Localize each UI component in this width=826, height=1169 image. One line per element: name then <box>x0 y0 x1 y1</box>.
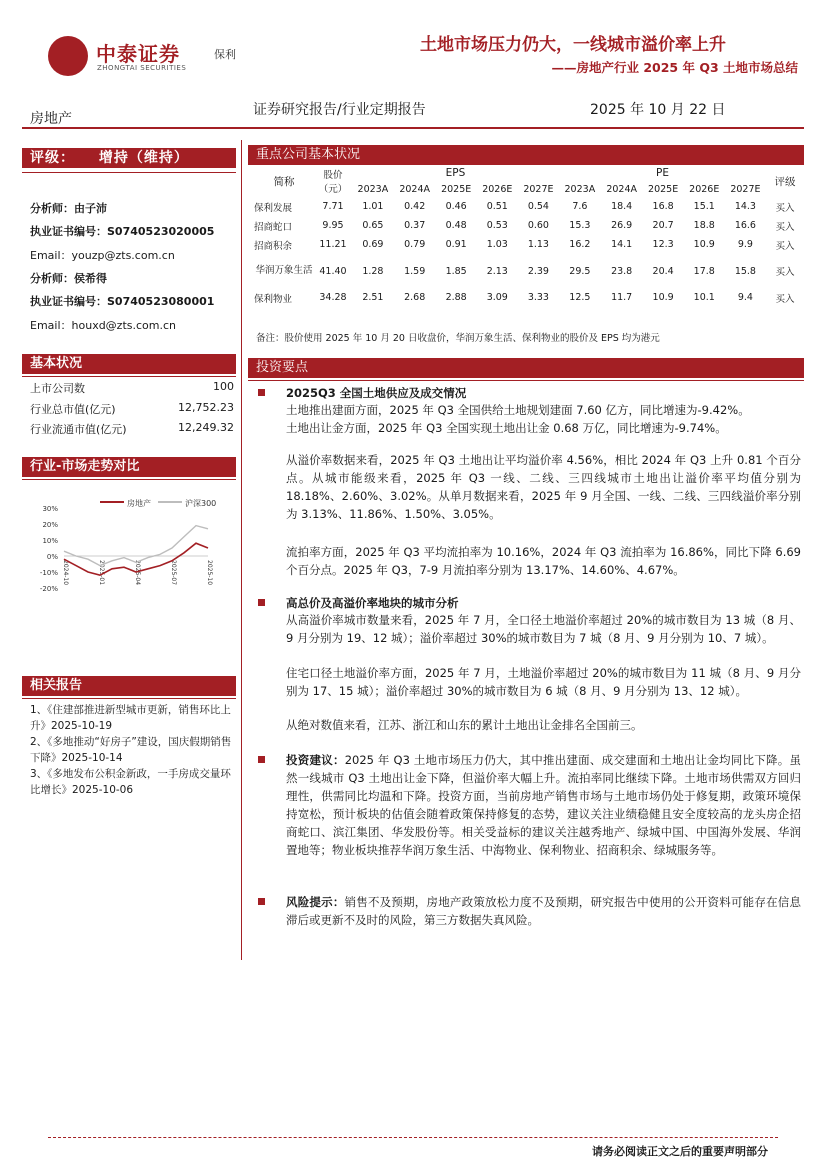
bullet-section-4 <box>258 898 265 905</box>
trend-bar: 行业-市场走势对比 <box>22 457 236 477</box>
basic-row-total-cap: 行业总市值(亿元) 12,752.23 <box>30 401 234 416</box>
cell-name: 招商蛇口 <box>254 221 293 233</box>
col-header-pe: PE <box>656 167 669 179</box>
cell-eps: 0.51 <box>486 201 508 212</box>
logo-text-cn: 中泰证券 <box>96 42 180 66</box>
cell-eps: 2.51 <box>362 292 384 303</box>
pe-year-header: 2027E <box>730 183 761 195</box>
analyst-1-cert: 执业证书编号：S0740523020005 <box>30 225 215 238</box>
cell-pe: 10.9 <box>652 292 674 303</box>
col-header-price: 股价（元） <box>318 170 348 195</box>
eps-year-header: 2025E <box>441 183 472 195</box>
cell-eps: 1.59 <box>404 265 426 277</box>
pe-year-header: 2025E <box>648 183 679 195</box>
analyst-2-name: 分析师：侯希得 <box>30 272 107 285</box>
cell-eps: 1.28 <box>362 265 384 277</box>
y-tick-label: 10% <box>42 537 58 545</box>
sector-label: 房地产 <box>30 111 72 127</box>
cell-pe: 15.3 <box>569 220 591 231</box>
y-tick-label: 20% <box>42 521 58 529</box>
related-report-3[interactable]: 3、《多地发布公积金新政，一手房成交量环比增长》2025-10-06 <box>30 768 231 796</box>
cell-price: 7.71 <box>322 201 344 212</box>
basic-row-companies: 上市公司数 100 <box>30 380 234 395</box>
cell-rating: 买入 <box>775 293 795 305</box>
related-bar: 相关报告 <box>22 676 236 696</box>
points-bar: 投资要点 <box>248 358 804 378</box>
basic-info-underline <box>22 376 236 377</box>
cell-eps: 2.88 <box>445 292 467 303</box>
cell-price: 9.95 <box>322 220 344 231</box>
cell-pe: 10.1 <box>693 292 715 303</box>
cell-pe: 11.7 <box>611 292 633 303</box>
section-1-para-2: 土地出让金方面，2025 年 Q3 全国实现土地出让金 0.68 万亿，同比增速为-9.74%。 <box>286 421 727 435</box>
analyst-1-name: 分析师：由子沛 <box>30 202 107 215</box>
report-date: 2025 年 10 月 22 日 <box>590 102 726 118</box>
cell-pe: 10.9 <box>693 239 715 250</box>
cell-pe: 12.5 <box>569 292 591 303</box>
trend-chart <box>28 488 234 608</box>
y-tick-label: 0% <box>46 553 58 561</box>
cell-pe: 15.8 <box>734 265 756 277</box>
y-tick-label: 30% <box>42 505 58 513</box>
cell-pe: 16.2 <box>569 239 591 250</box>
cell-pe: 18.8 <box>693 220 715 231</box>
x-tick-label: 2025-04 <box>134 560 141 586</box>
cell-eps: 0.48 <box>445 220 467 231</box>
legend-label-hs300: 沪深300 <box>185 499 217 508</box>
pe-year-header: 2026E <box>689 183 720 195</box>
cell-pe: 20.4 <box>652 265 674 277</box>
cell-eps: 3.09 <box>486 292 508 303</box>
legend-label-realestate: 房地产 <box>127 499 151 508</box>
cell-eps: 2.39 <box>527 265 549 277</box>
cell-eps: 0.54 <box>527 201 549 212</box>
related-underline <box>22 698 236 699</box>
cell-eps: 0.79 <box>404 239 426 250</box>
cell-pe: 12.3 <box>652 239 674 250</box>
cell-price: 34.28 <box>319 292 347 303</box>
analyst-2-email[interactable]: Email：houxd@zts.com.cn <box>30 319 177 332</box>
cell-rating: 买入 <box>775 240 795 252</box>
section-1-para-3: 从溢价率数据来看，2025 年 Q3 土地出让平均溢价率 4.56%，相比 2024 年 Q3 上升 0.81 个百分点。从城市能级来看，2025 年 Q3 一线、二线、三四线城市土地出让溢价率平均值分别为 18.18%、2.60%、3.02%。从单月数据来看，2025 年 9 月全国、一线、二线、三四线溢价率分别为 3.13%、11.86%、1.50%、3.05%。 <box>286 453 801 521</box>
cell-eps: 1.01 <box>362 201 384 212</box>
cell-eps: 1.13 <box>527 239 549 250</box>
cell-pe: 17.8 <box>693 265 715 277</box>
section-1-heading: 2025Q3 全国土地供应及成交情况 <box>286 386 467 400</box>
section-2-para-3: 从绝对数值来看，江苏、浙江和山东的累计土地出让金排名全国前三。 <box>286 718 643 732</box>
companies-bar: 重点公司基本状况 <box>248 145 804 165</box>
cell-eps: 0.53 <box>486 220 508 231</box>
cell-pe: 9.9 <box>737 239 753 250</box>
cell-pe: 29.5 <box>569 265 591 277</box>
basic-info-bar: 基本状况 <box>22 354 236 374</box>
cell-eps: 0.42 <box>404 201 426 212</box>
cell-pe: 26.9 <box>611 220 633 231</box>
bullet-section-1 <box>258 389 265 396</box>
cell-eps: 0.46 <box>445 201 467 212</box>
cell-rating: 买入 <box>775 202 795 214</box>
x-tick-label: 2025-10 <box>206 560 213 586</box>
cell-pe: 16.6 <box>734 220 756 231</box>
column-divider <box>241 140 242 960</box>
cell-eps: 1.85 <box>445 265 467 277</box>
cell-pe: 20.7 <box>652 220 674 231</box>
trend-underline <box>22 479 236 480</box>
rating-underline <box>22 172 236 173</box>
cell-eps: 0.65 <box>362 220 384 231</box>
cell-rating: 买入 <box>775 267 795 278</box>
cell-name: 华润万象生活 <box>255 265 313 276</box>
x-tick-label: 2025-01 <box>98 560 105 586</box>
report-subtitle: ——房地产行业 2025 年 Q3 土地市场总结 <box>551 60 798 75</box>
section-2-para-2: 住宅口径土地溢价率方面，2025 年 7 月，土地溢价率超过 20%的城市数目为 11 城（8 月、9 月分别为 17、15 城）；溢价率超过 30%的城市数目为 6 城（8 月、9 月分别为 13、12 城）。 <box>286 666 801 698</box>
cell-name: 保利发展 <box>254 202 293 214</box>
basic-row-float-cap: 行业流通市值(亿元) 12,249.32 <box>30 421 234 436</box>
cell-rating: 买入 <box>775 221 795 233</box>
section-1-para-4: 流拍率方面，2025 年 Q3 平均流拍率为 10.16%，2024 年 Q3 流拍率为 16.86%，同比下降 6.69 个百分点。2025 年 Q3，7-9 月流拍率分别为 13.17%、14.60%、4.67%。 <box>286 545 801 577</box>
table-note: 备注：股价使用 2025 年 10 月 20 日收盘价，华润万象生活、保利物业的股价及 EPS 均为港元 <box>256 333 660 344</box>
company-row <box>252 235 804 254</box>
y-tick-label: -20% <box>39 585 58 593</box>
cell-name: 保利物业 <box>254 293 293 305</box>
cell-pe: 16.8 <box>652 201 674 212</box>
footer-disclaimer: 请务必阅读正文之后的重要声明部分 <box>592 1145 768 1158</box>
cell-name: 招商积余 <box>254 240 293 252</box>
cell-price: 11.21 <box>319 239 347 250</box>
rating-value: 增持（维持） <box>98 150 189 166</box>
section-1-para-1: 土地推出建面方面，2025 年 Q3 全国供给土地规划建面 7.60 亿方，同比增速为-9.42%。 <box>286 403 750 417</box>
header-divider <box>22 127 804 129</box>
footer-divider <box>48 1137 778 1138</box>
analyst-1-email[interactable]: Email：youzp@zts.com.cn <box>30 249 175 262</box>
cell-eps: 0.69 <box>362 239 384 250</box>
cell-pe: 14.1 <box>611 239 633 250</box>
logo-tag: 保利 <box>214 48 236 61</box>
x-tick-label: 2024-10 <box>62 560 69 586</box>
cell-eps: 3.33 <box>527 292 549 303</box>
logo-text-en: ZHONGTAI SECURITIES <box>97 64 187 72</box>
company-row <box>252 216 804 235</box>
company-row <box>252 197 804 216</box>
cell-pe: 7.6 <box>572 201 588 212</box>
points-underline <box>248 380 804 381</box>
cell-eps: 0.60 <box>527 220 549 231</box>
company-logo <box>48 36 238 80</box>
pe-year-header: 2023A <box>564 183 596 195</box>
eps-year-header: 2027E <box>523 183 554 195</box>
rating-label: 评级： <box>30 150 75 166</box>
cell-eps: 0.91 <box>445 239 467 250</box>
cell-pe: 15.1 <box>693 201 715 212</box>
section-2-para-1: 从高溢价率城市数量来看，2025 年 7 月，全口径土地溢价率超过 20%的城市数目为 13 城（8 月、9 月分别为 19、12 城）；溢价率超过 30%的城市数目为 7 城（8 月、9 月分别为 10、7 城）。 <box>286 613 801 645</box>
cell-eps: 1.03 <box>486 239 508 250</box>
eps-year-header: 2023A <box>357 183 389 195</box>
bullet-section-3 <box>258 756 265 763</box>
y-tick-label: -10% <box>39 569 58 577</box>
related-report-1[interactable]: 1、《住建部推进新型城市更新，销售环比上升》2025-10-19 <box>30 704 231 732</box>
cell-pe: 14.3 <box>734 201 756 212</box>
col-header-rating: 评级 <box>774 175 796 188</box>
cell-eps: 2.68 <box>404 292 426 303</box>
report-type: 证券研究报告/行业定期报告 <box>253 102 426 118</box>
eps-year-header: 2024A <box>399 183 431 195</box>
company-row <box>252 254 804 288</box>
companies-table <box>252 165 804 307</box>
related-report-2[interactable]: 2、《多地推动“好房子”建设，国庆假期销售下降》2025-10-14 <box>30 736 232 764</box>
section-3-investment-advice: 投资建议：2025 年 Q3 土地市场压力仍大，其中推出建面、成交建面和土地出让金均同比下降。虽然一线城市 Q3 土地出让金下降，但溢价率大幅上升。流拍率同比继续下降。土地市场供需双方回归理性，供需同比均温和下降。投资方面，当前房地产销售市场与土地市场仍处于修复期，政策环境保持宽松，预计板块的估值会随着政策保持修复的态势，建议关注业绩稳健且安全度较高的龙头房企招商蛇口、滨江集团、华发股份等。相关受益标的建议关注越秀地产、绿城中国、中国海外发展、华润置地等；物业板块推荐华润万象生活、中海物业、保利物业、招商积余、绿城服务等。 <box>286 753 802 857</box>
logo-emblem-icon <box>48 36 88 76</box>
company-row <box>252 288 804 307</box>
col-header-name: 简称 <box>273 175 295 188</box>
analyst-2-cert: 执业证书编号：S0740523080001 <box>30 295 215 308</box>
cell-price: 41.40 <box>319 265 347 277</box>
cell-pe: 23.8 <box>611 265 633 277</box>
eps-year-header: 2026E <box>482 183 513 195</box>
cell-pe: 9.4 <box>737 292 753 303</box>
report-title: 土地市场压力仍大，一线城市溢价率上升 <box>420 35 726 55</box>
cell-eps: 2.13 <box>486 265 508 277</box>
cell-eps: 0.37 <box>404 220 426 231</box>
section-4-risk: 风险提示：销售不及预期，房地产政策放松力度不及预期，研究报告中使用的公开资料可能存在信息滞后或更新不及时的风险，第三方数据失真风险。 <box>286 895 801 927</box>
cell-pe: 18.4 <box>611 201 633 212</box>
x-tick-label: 2025-07 <box>170 560 177 586</box>
pe-year-header: 2024A <box>606 183 637 195</box>
rating-bar <box>22 148 236 168</box>
section-2-heading: 高总价及高溢价率地块的城市分析 <box>286 596 459 610</box>
bullet-section-2 <box>258 599 265 606</box>
col-header-eps: EPS <box>445 167 466 179</box>
